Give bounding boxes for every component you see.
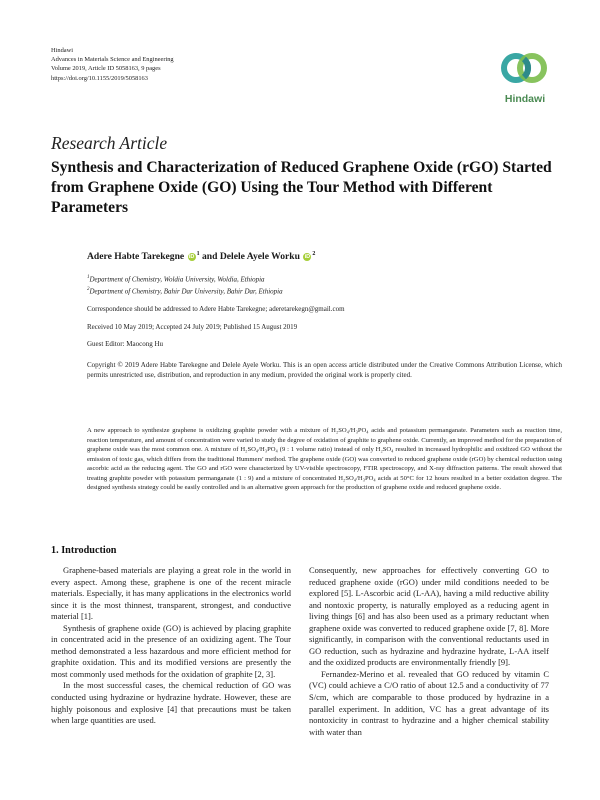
volume-info: Volume 2019, Article ID 5058163, 9 pages [51,65,161,73]
orcid-icon[interactable]: iD [304,254,311,261]
author-affiliation-marker: 2 [312,251,316,257]
correspondence: Correspondence should be addressed to Adere Habte Tarekegne; aderetarekegn@gmail.com [87,305,345,313]
affiliation-number: 1 [87,275,90,280]
author-affiliation-marker: 1 [196,251,200,257]
body-column-right [309,565,549,738]
abstract: A new approach to synthesize graphene is oxidizing graphite powder with a mixture of H₂SO₄/H₃PO₄ acids and potassium permanganate. Parameters such as reaction time, reaction temperature, and amount of concentration were varied to study the degree of oxidation of graphite to graphene oxide. Currently, an improved method for the preparation of graphene oxide was the most common one. A mixture of H₂SO₄/H₃PO₄ (9 : 1 volume ratio) instead of only H₂SO₄ resulted in increased hydrophilic and oxidized GO without the emission of toxic gas, which differs from the traditional Hummers' method. The graphene oxide (GO) was converted to reduced graphene oxide (rGO) by chemical reduction using ascorbic acid as the reducing agent. The GO and rGO were characterized by UV-visible spectroscopy, FTIR spectroscopy, and X-ray diffraction patterns. The result showed that treating graphite powder with potassium permanganate (1 : 9) and a mixture of concentrated H₂SO₄/H₃PO₄ acids at 50°C for 12 hours resulted in a better oxidation degree. The designed synthesis strategy could be easily controlled and is an alternative green approach for the production of graphene oxide and reduced graphene oxide. [87,427,562,492]
body-paragraph: Fernandez-Merino et al. revealed that GO reduced by vitamin C (VC) could achieve a C/O ratio of about 12.5 and a conductivity of 77 S/cm, which are comparable to those produced by hydrazine in a parallel experiment. In addition, VC has a great advantage of its nontoxicity in contrast to hydrazine and a higher chemical stability with water than [309,668,549,737]
article-dates: Received 10 May 2019; Accepted 24 July 2019; Published 15 August 2019 [87,323,298,331]
affiliation-item [87,273,562,285]
body-column-left [51,565,291,727]
publisher-name: Hindawi [51,47,74,54]
section-heading: 1. Introduction [51,545,117,556]
author-joiner: and [199,251,220,263]
journal-name: Advances in Materials Science and Engineering [51,56,174,64]
affiliation-text: Department of Chemistry, Woldia University, Woldia, Ethiopia [89,275,265,284]
copyright-notice: Copyright © 2019 Adere Habte Tarekegne and Delele Ayele Worku. This is an open access article distributed under the Creative Commons Attribution License, which permits unrestricted use, distribution, and reproduction in any medium, provided the original work is properly cited. [87,361,562,379]
hindawi-logo-text: Hindawi [504,93,546,105]
affiliation-item [87,285,562,297]
affiliation-number: 2 [87,286,90,292]
article-type: Research Article [51,133,168,153]
author-name: Adere Habte Tarekegne [87,251,185,263]
body-paragraph: Consequently, new approaches for effectively converting GO to reduced graphene oxide (rGO) under mild conditions needed to be explored [5]. L-Ascorbic acid (L-AA), having a mild reductive ability and nontoxic property, is naturally employed as a reducing agent in living things [6] and has also been used as a primary reductant when graphene oxide was converted to reduced graphene oxide [7, 8]. More significantly, in comparison with the conventional reductants used in GO reduction, such as hydrazine and hydrazine hydrate, L-AA itself and the oxidized products are environmentally friendly [9]. [309,565,549,668]
journal-metadata [51,46,174,83]
affiliations [87,273,562,297]
doi-link[interactable]: https://doi.org/10.1155/2019/5058163 [51,74,148,82]
guest-editor: Guest Editor: Maocong Hu [87,340,164,348]
body-paragraph: Synthesis of graphene oxide (GO) is achieved by placing graphite in concentrated acid in the presence of an oxidizing agent. The Tour method demonstrated a less hazardous and more efficient method for graphite oxidation. This and its modified versions are presently the most commonly used methods for the oxidation of graphite [2, 3]. [51,622,291,679]
body-paragraph: Graphene-based materials are playing a great role in the world in every aspect. Among these, graphene is one of the recent miracle materials. Especially, it has many applications in the electronics world since it is the most thinnest, transparent, strongest, and conductive material [1]. [51,565,291,622]
author-list [87,251,315,262]
orcid-icon[interactable]: iD [188,254,195,261]
article-title: Synthesis and Characterization of Reduced Graphene Oxide (rGO) Started from Graphene Oxide (GO) Using the Tour Method with Different Parameters [51,159,552,216]
affiliation-text: Department of Chemistry, Bahir Dar University, Bahir Dar, Ethiopia [89,287,283,296]
body-paragraph: In the most successful cases, the chemical reduction of GO was conducted using hydrazine or hydrazine hydrate. However, these are highly poisonous and explosive [4] that precautions must be taken when large quantities are used. [51,680,291,726]
author-name: Delele Ayele Worku [219,251,300,263]
